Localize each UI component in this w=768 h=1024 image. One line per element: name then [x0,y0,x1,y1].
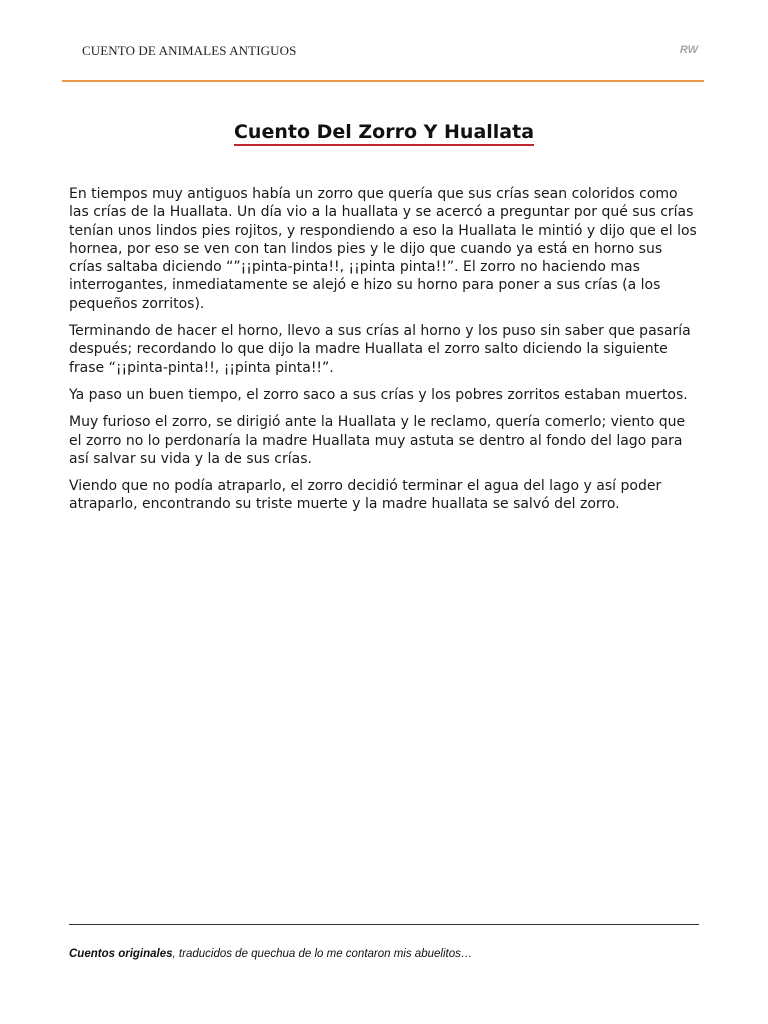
paragraph-5: Viendo que no podía atraparlo, el zorro decidió terminar el agua del lago y así poder atraparlo, encontrando su triste muerte y la madre huallata se salvó del zorro. [69,478,662,513]
page-header [62,0,704,82]
story-body [69,185,699,523]
footer-note-bold: Cuentos originales [69,948,173,960]
paragraph-4: Muy furioso el zorro, se dirigió ante la Huallata y le reclamo, quería comerlo; viento que el zorro no lo perdonaría la madre Huallata muy astuta se dentro al fondo del lago para así salvar su vida y la de sus crías. [69,414,686,467]
paragraph-1: En tiempos muy antiguos había un zorro que quería que sus crías sean coloridos como las crías de la Huallata. Un día vio a la huallata y se acercó a preguntar por qué sus crías tenían unos lindos pies rojitos, y respondiendo a eso la Huallata le mintió y dijo que el los hornea, por eso se ven con tan lindos pies y le dijo que cuando ya está en horno sus crías saltaba diciendo “”¡¡pinta-pinta!!, ¡¡pinta pinta!!”. El zorro no haciendo mas interrogantes, inmediatamente se alejó e hizo su horno para poner a sus crías (a los pequeños zorritos). [69,186,697,312]
header-initials: RW [679,44,698,56]
paragraph-2: Terminando de hacer el horno, llevo a sus crías al horno y los puso sin saber que pasaría después; recordando lo que dijo la madre Huallata el zorro salto diciendo la siguiente frase “¡¡pinta-pinta!!, ¡¡pinta pinta!!”. [69,323,691,376]
footer-divider [69,924,699,925]
document-title-text: Cuento Del Zorro Y Huallata [234,121,534,146]
paragraph-3: Ya paso un buen tiempo, el zorro saco a sus crías y los pobres zorritos estaban muertos. [69,386,688,403]
footer-note [69,948,472,960]
document-title [0,121,768,143]
header-title: CUENTO DE ANIMALES ANTIGUOS [82,43,297,58]
footer-note-rest: , traducidos de quechua de lo me contaron mis abuelitos… [172,948,473,960]
